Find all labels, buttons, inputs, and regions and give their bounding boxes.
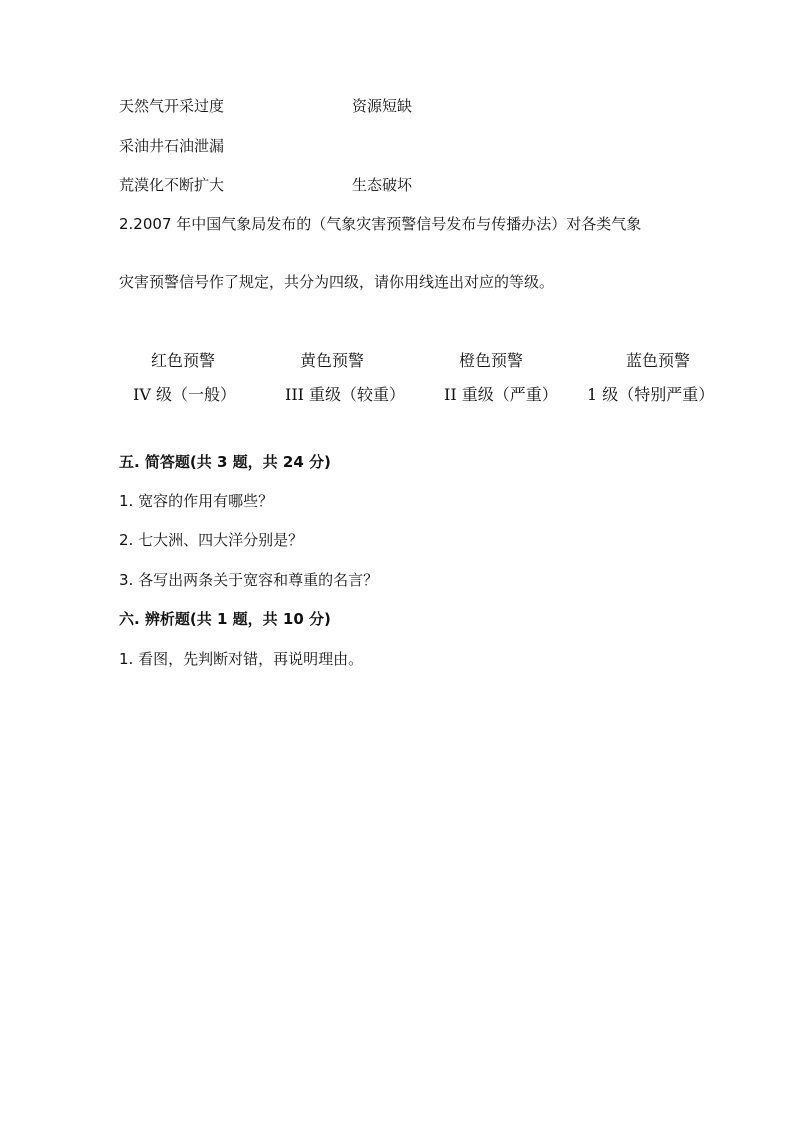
warning-row [0, 350, 794, 372]
match-left-item: 天然气开采过度 [119, 97, 225, 115]
match-left-item: 采油井石油泄漏 [119, 137, 225, 155]
section-5-question: 1. 宽容的作用有哪些？ [119, 492, 274, 510]
level-3: III 重级（较重） [285, 385, 406, 404]
warning-blue: 蓝色预警 [626, 351, 691, 370]
warning-yellow: 黄色预警 [300, 351, 365, 370]
section-5-heading: 五. 简答题(共 3 题，共 24 分) [119, 453, 331, 471]
section-5-question: 2. 七大洲、四大洋分别是？ [119, 531, 304, 549]
match-left-item: 荒漠化不断扩大 [119, 176, 225, 194]
question-2-text-line2: 灾害预警信号作了规定，共分为四级，请你用线连出对应的等级。 [119, 273, 555, 291]
level-2: II 重级（严重） [444, 385, 558, 404]
match-right-item: 生态破坏 [352, 176, 413, 194]
section-6-question: 1. 看图，先判断对错，再说明理由。 [119, 650, 364, 668]
warning-red: 红色预警 [151, 351, 216, 370]
question-2-text-line1: 2.2007 年中国气象局发布的（气象灾害预警信号发布与传播办法）对各类气象 [119, 215, 642, 233]
section-5-question: 3. 各写出两条关于宽容和尊重的名言？ [119, 571, 379, 589]
level-row [0, 384, 794, 406]
match-right-item: 资源短缺 [352, 97, 413, 115]
warning-orange: 橙色预警 [459, 351, 524, 370]
level-4: IV 级（一般） [133, 385, 236, 404]
section-6-heading: 六. 辨析题(共 1 题，共 10 分) [119, 610, 331, 628]
level-1: 1 级（特别严重） [587, 385, 715, 404]
